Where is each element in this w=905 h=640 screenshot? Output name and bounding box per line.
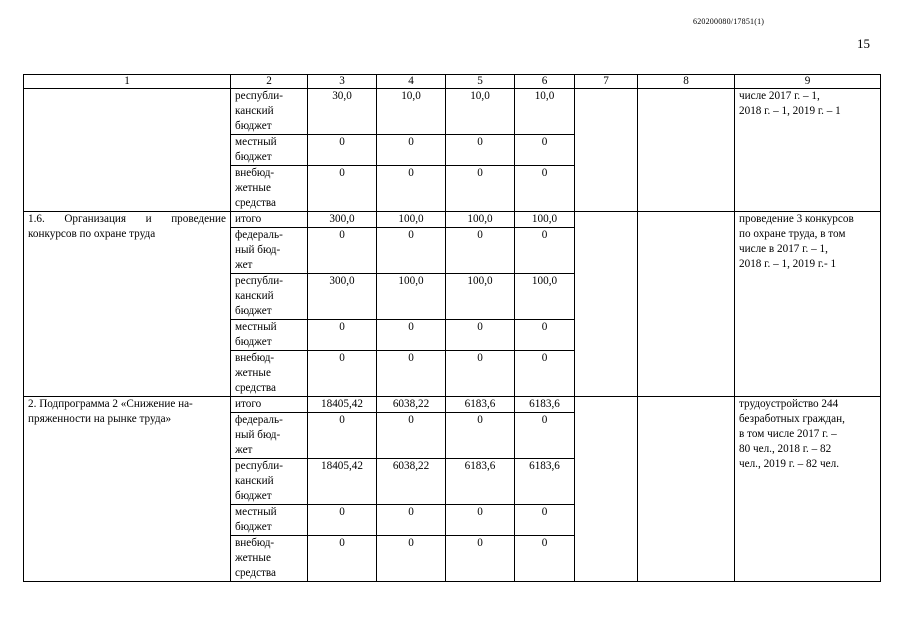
- amount-cell: 6183,6: [515, 459, 575, 505]
- amount-cell: 6038,22: [377, 397, 446, 413]
- funding-source-cell: итого: [231, 212, 308, 228]
- table-row: [24, 397, 881, 413]
- amount-cell: 0: [377, 135, 446, 166]
- amount-cell: 0: [515, 135, 575, 166]
- amount-cell: 300,0: [308, 212, 377, 228]
- funding-source-cell: республи- канский бюджет: [231, 459, 308, 505]
- amount-cell: 0: [308, 505, 377, 536]
- expected-result-cell: трудоустройство 244 безработных граждан, в том числе 2017 г. – 80 чел., 2018 г. – 82 чел., 2019 г. – 82 чел.: [735, 397, 881, 582]
- activity-name-cell: 2. Подпрограмма 2 «Снижение на- пряженности на рынке труда»: [24, 397, 231, 582]
- amount-cell: 0: [308, 135, 377, 166]
- funding-source-cell: внебюд- жетные средства: [231, 536, 308, 582]
- amount-cell: 18405,42: [308, 397, 377, 413]
- empty-col-8-cell: [638, 397, 735, 582]
- amount-cell: 100,0: [377, 212, 446, 228]
- amount-cell: 0: [515, 413, 575, 459]
- amount-cell: 0: [446, 320, 515, 351]
- column-header: 3: [308, 75, 377, 89]
- table-row: [24, 212, 881, 228]
- amount-cell: 0: [515, 320, 575, 351]
- column-header: 2: [231, 75, 308, 89]
- amount-cell: 0: [515, 536, 575, 582]
- funding-source-cell: местный бюджет: [231, 135, 308, 166]
- amount-cell: 0: [308, 166, 377, 212]
- empty-col-8-cell: [638, 212, 735, 397]
- amount-cell: 6038,22: [377, 459, 446, 505]
- activity-name-cell: [24, 89, 231, 212]
- funding-source-cell: внебюд- жетные средства: [231, 351, 308, 397]
- document-code: 620200080/17851(1): [693, 17, 765, 26]
- funding-source-cell: местный бюджет: [231, 505, 308, 536]
- program-table: [23, 74, 881, 582]
- amount-cell: 0: [377, 320, 446, 351]
- amount-cell: 0: [308, 320, 377, 351]
- amount-cell: 100,0: [515, 274, 575, 320]
- amount-cell: 0: [515, 166, 575, 212]
- amount-cell: 0: [377, 351, 446, 397]
- funding-source-cell: внебюд- жетные средства: [231, 166, 308, 212]
- amount-cell: 0: [377, 536, 446, 582]
- funding-source-cell: итого: [231, 397, 308, 413]
- funding-source-cell: местный бюджет: [231, 320, 308, 351]
- amount-cell: 0: [377, 228, 446, 274]
- funding-source-cell: федераль- ный бюд- жет: [231, 228, 308, 274]
- amount-cell: 0: [377, 413, 446, 459]
- expected-result-cell: проведение 3 конкурсов по охране труда, в том числе в 2017 г. – 1, 2018 г. – 1, 2019 г.- 1: [735, 212, 881, 397]
- amount-cell: 0: [515, 351, 575, 397]
- amount-cell: 6183,6: [515, 397, 575, 413]
- empty-col-7-cell: [575, 397, 638, 582]
- amount-cell: 0: [446, 413, 515, 459]
- amount-cell: 0: [308, 228, 377, 274]
- amount-cell: 30,0: [308, 89, 377, 135]
- amount-cell: 6183,6: [446, 459, 515, 505]
- funding-source-cell: республи- канский бюджет: [231, 274, 308, 320]
- amount-cell: 0: [515, 505, 575, 536]
- amount-cell: 100,0: [377, 274, 446, 320]
- empty-col-7-cell: [575, 89, 638, 212]
- amount-cell: 18405,42: [308, 459, 377, 505]
- amount-cell: 100,0: [515, 212, 575, 228]
- column-header: 1: [24, 75, 231, 89]
- empty-col-7-cell: [575, 212, 638, 397]
- amount-cell: 0: [377, 505, 446, 536]
- amount-cell: 0: [446, 166, 515, 212]
- amount-cell: 0: [308, 413, 377, 459]
- amount-cell: 0: [446, 536, 515, 582]
- amount-cell: 0: [446, 228, 515, 274]
- amount-cell: 100,0: [446, 212, 515, 228]
- column-header: 5: [446, 75, 515, 89]
- empty-col-8-cell: [638, 89, 735, 212]
- funding-source-cell: федераль- ный бюд- жет: [231, 413, 308, 459]
- amount-cell: 100,0: [446, 274, 515, 320]
- amount-cell: 10,0: [515, 89, 575, 135]
- table-row: [24, 89, 881, 135]
- activity-name-cell: 1.6. Организация и проведение конкурсов по охране труда: [24, 212, 231, 397]
- amount-cell: 300,0: [308, 274, 377, 320]
- amount-cell: 0: [446, 505, 515, 536]
- amount-cell: 0: [446, 351, 515, 397]
- expected-result-cell: числе 2017 г. – 1, 2018 г. – 1, 2019 г. – 1: [735, 89, 881, 212]
- amount-cell: 6183,6: [446, 397, 515, 413]
- column-header: 7: [575, 75, 638, 89]
- column-number-row: [24, 75, 881, 89]
- column-header: 8: [638, 75, 735, 89]
- column-header: 6: [515, 75, 575, 89]
- amount-cell: 0: [515, 228, 575, 274]
- column-header: 4: [377, 75, 446, 89]
- funding-source-cell: республи- канский бюджет: [231, 89, 308, 135]
- amount-cell: 10,0: [377, 89, 446, 135]
- column-header: 9: [735, 75, 881, 89]
- amount-cell: 0: [446, 135, 515, 166]
- amount-cell: 0: [377, 166, 446, 212]
- amount-cell: 0: [308, 351, 377, 397]
- amount-cell: 10,0: [446, 89, 515, 135]
- page-number: 15: [857, 36, 870, 51]
- amount-cell: 0: [308, 536, 377, 582]
